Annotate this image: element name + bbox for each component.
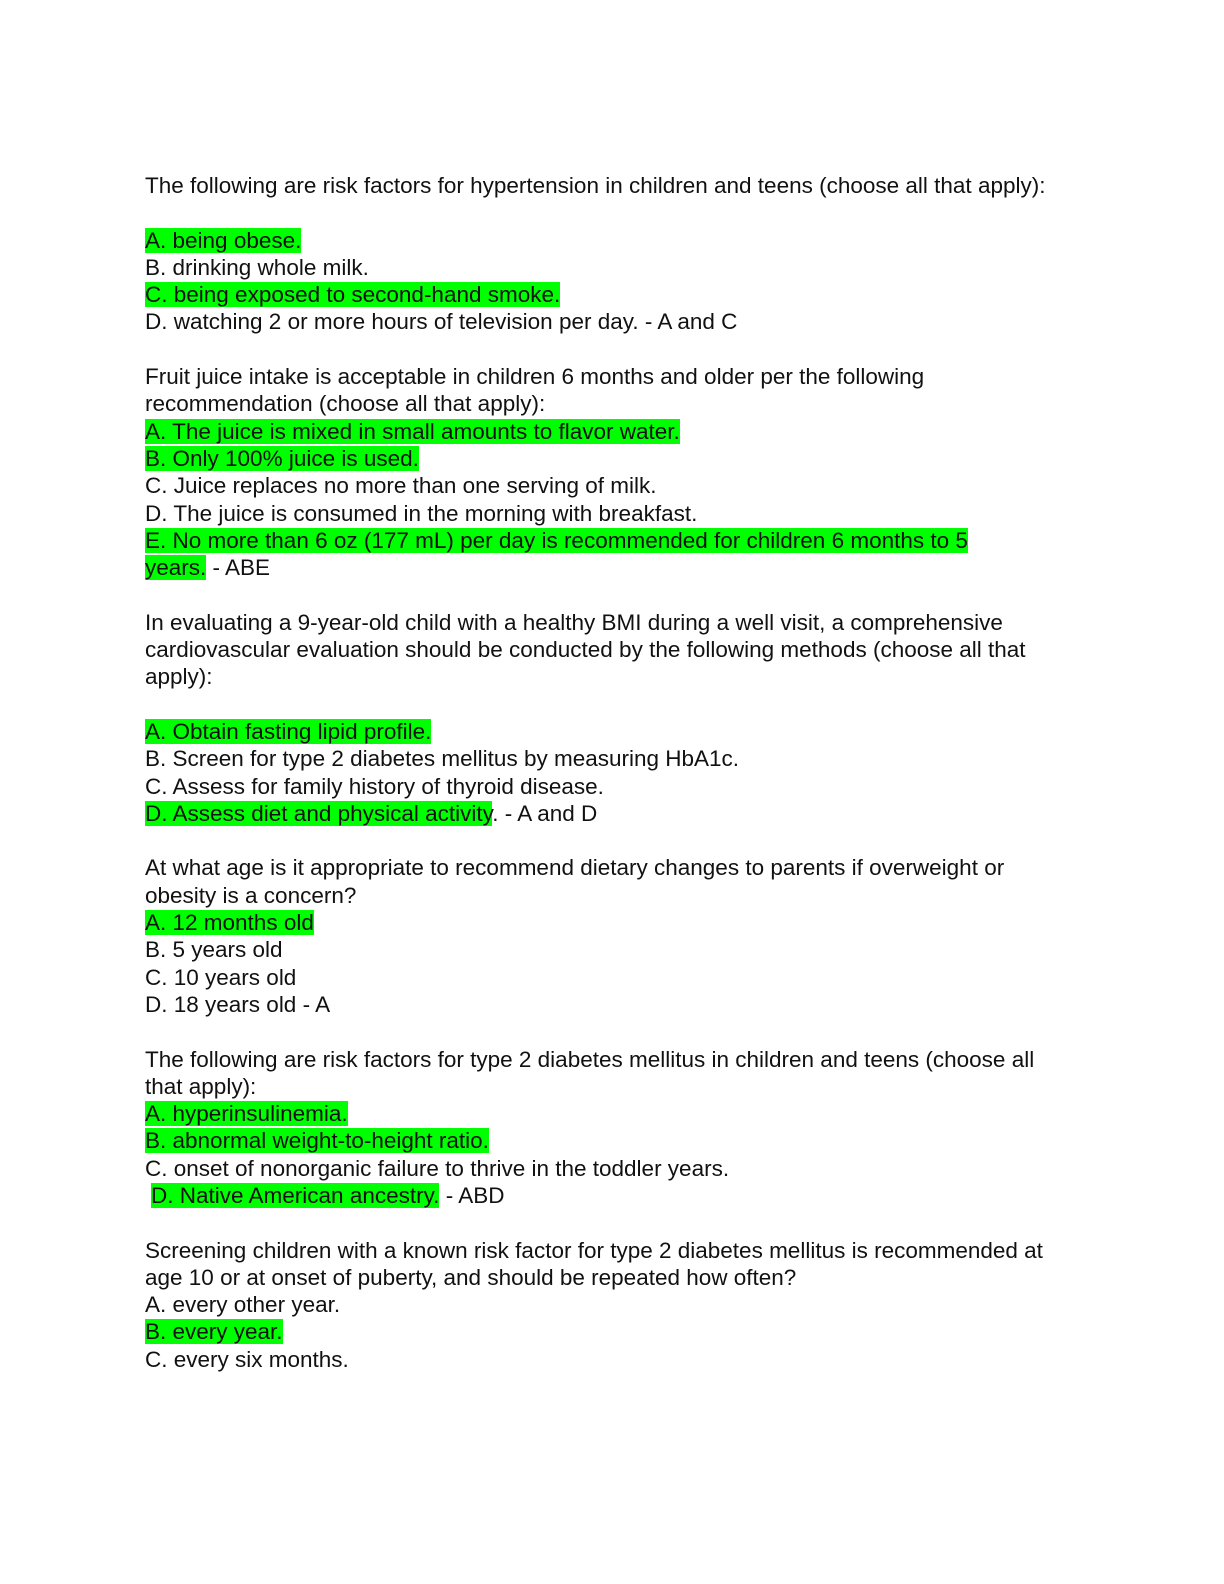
answer-key: - A and C xyxy=(638,309,738,335)
highlighted-option-text: A. hyperinsulinemia. xyxy=(145,1101,348,1127)
option-text: D. watching 2 or more hours of television per day. xyxy=(145,309,639,335)
question-6 xyxy=(145,1237,1070,1373)
question-stem: In evaluating a 9-year-old child with a healthy BMI during a well visit, a comprehensive cardiovascular evaluation should be conducted by the following methods (choose all that apply): xyxy=(145,609,1026,690)
answer-key: - A xyxy=(296,991,331,1017)
highlighted-option-text: B. Only 100% juice is used. xyxy=(145,445,419,471)
option-a xyxy=(145,418,1070,445)
option-d xyxy=(145,991,1070,1018)
question-4 xyxy=(145,854,1070,1018)
question-3 xyxy=(145,609,1070,827)
option-a: A. every other year. xyxy=(145,1292,341,1318)
highlighted-option-text: D. Native American ancestry. xyxy=(151,1182,440,1208)
option-c: C. 10 years old xyxy=(145,964,297,990)
answer-key: - ABD xyxy=(439,1182,505,1208)
question-stem: At what age is it appropriate to recommend dietary changes to parents if overweight or obesity is a concern? xyxy=(145,855,1005,908)
option-b: B. drinking whole milk. xyxy=(145,254,369,280)
option-d xyxy=(145,800,1070,827)
question-stem: Fruit juice intake is acceptable in children 6 months and older per the following recommendation (choose all that apply): xyxy=(145,364,925,417)
question-5 xyxy=(145,1046,1070,1210)
highlighted-option-text: D. Assess diet and physical activity xyxy=(145,800,493,826)
highlighted-option-text: B. every year. xyxy=(145,1319,283,1345)
option-c: C. every six months. xyxy=(145,1346,349,1372)
answer-key: . - A and D xyxy=(492,800,598,826)
option-text: D. 18 years old xyxy=(145,991,297,1017)
option-b: B. Screen for type 2 diabetes mellitus by measuring HbA1c. xyxy=(145,746,740,772)
question-stem: The following are risk factors for hypertension in children and teens (choose all that apply): xyxy=(145,173,1046,198)
document-page xyxy=(145,172,1070,1373)
option-d xyxy=(145,308,1070,335)
highlighted-option-text: B. abnormal weight-to-height ratio. xyxy=(145,1128,489,1154)
option-b: B. 5 years old xyxy=(145,937,283,963)
option-a xyxy=(145,718,1070,745)
highlighted-option-text: A. Obtain fasting lipid profile. xyxy=(145,718,432,744)
highlighted-option-text: A. The juice is mixed in small amounts to flavor water. xyxy=(145,418,680,444)
highlighted-option-text: years. xyxy=(145,555,207,581)
option-b xyxy=(145,445,1070,472)
option-c: C. Assess for family history of thyroid disease. xyxy=(145,773,604,799)
option-a xyxy=(145,909,1070,936)
option-b xyxy=(145,1127,1070,1154)
option-c xyxy=(145,281,1070,308)
option-d: D. The juice is consumed in the morning with breakfast. xyxy=(145,500,698,526)
option-b xyxy=(145,1318,1070,1345)
option-e-continued xyxy=(145,554,1070,581)
answer-key: - ABE xyxy=(206,555,271,581)
option-a xyxy=(145,227,1070,254)
highlighted-option-text: E. No more than 6 oz (177 mL) per day is recommended for children 6 months to 5 xyxy=(145,527,968,553)
option-e xyxy=(145,527,1070,554)
highlighted-option-text: A. 12 months old xyxy=(145,910,314,936)
highlighted-option-text: A. being obese. xyxy=(145,227,302,253)
question-stem: Screening children with a known risk factor for type 2 diabetes mellitus is recommended at age 10 or at onset of puberty, and should be repeated how often? xyxy=(145,1237,1043,1290)
question-2 xyxy=(145,363,1070,581)
highlighted-option-text: C. being exposed to second-hand smoke. xyxy=(145,282,561,308)
option-c: C. onset of nonorganic failure to thrive in the toddler years. xyxy=(145,1155,730,1181)
option-a xyxy=(145,1100,1070,1127)
question-stem: The following are risk factors for type 2 diabetes mellitus in children and teens (choose all that apply): xyxy=(145,1046,1035,1099)
question-1 xyxy=(145,172,1070,336)
option-c: C. Juice replaces no more than one serving of milk. xyxy=(145,473,657,499)
option-d xyxy=(145,1182,1070,1209)
